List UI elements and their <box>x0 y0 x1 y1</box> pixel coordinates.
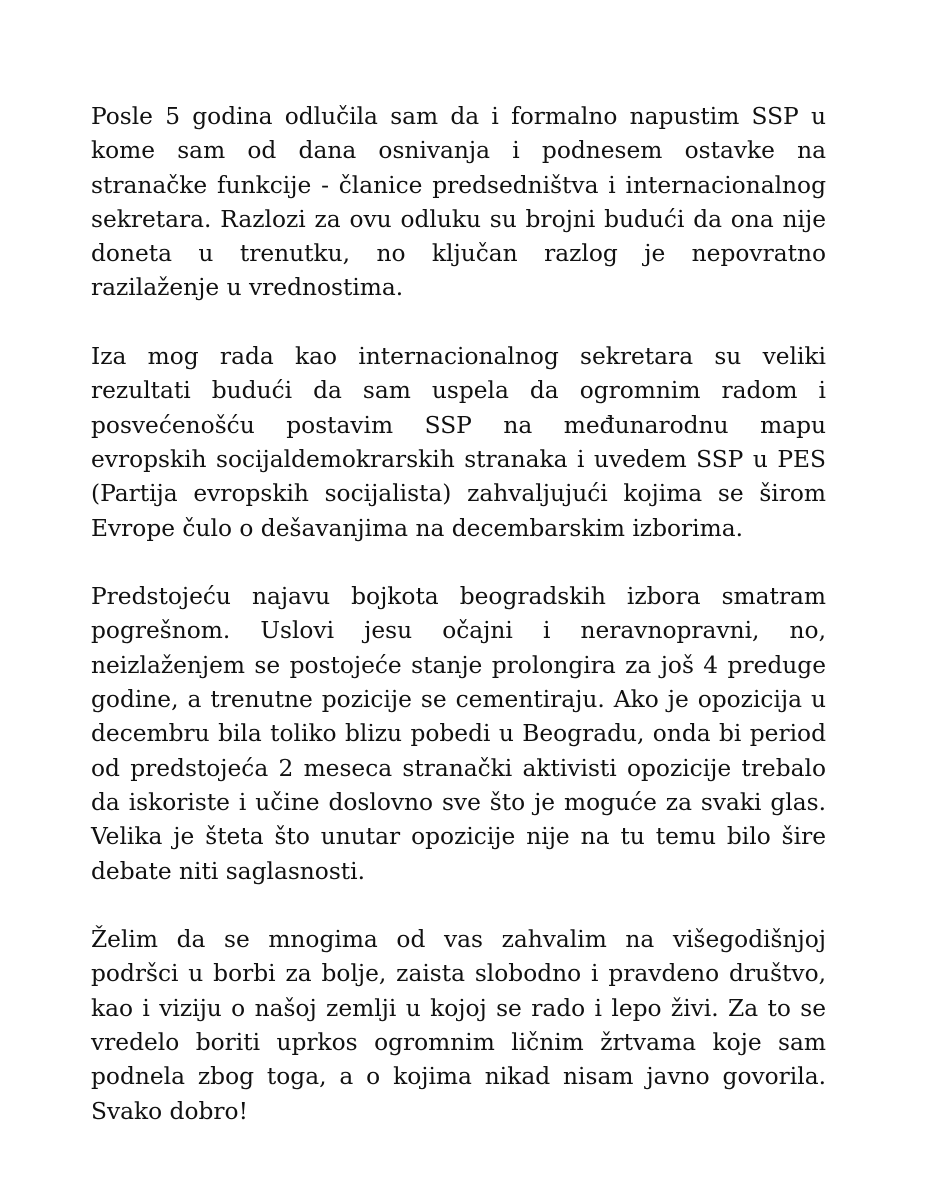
document-body <box>91 100 826 1129</box>
paragraph-international-work: Iza mog rada kao internacionalnog sekretara su veliki rezultati budući da sam uspela da ogromnim radom i posvećenošću postavim SSP na međunarodnu mapu evropskih socijaldemokrarskih stranaka i uvedem SSP u PES (Partija evropskih socijalista) zahvaljujući kojima se širom Evrope čulo o dešavanjima na decembarskim izborima. <box>91 343 826 542</box>
paragraph-boycott-opinion: Predstojeću najavu bojkota beogradskih izbora smatram pogrešnom. Uslovi jesu očajni i neravnopravni, no, neizlaženjem se postojeće stanje prolongira za još 4 preduge godine, a trenutne pozicije se cementiraju. Ako je opozicija u decembru bila toliko blizu pobedi u Beogradu, onda bi period od predstojeća 2 meseca stranački aktivisti opozicije trebalo da iskoriste i učine doslovno sve što je moguće za svaki glas. Velika je šteta što unutar opozicije nije na tu temu bilo šire debate niti saglasnosti. <box>91 583 826 885</box>
paragraph-thanks: Želim da se mnogima od vas zahvalim na višegodišnjoj podršci u borbi za bolje, zaista slobodno i pravdeno društvo, kao i viziju o našoj zemlji u kojoj se rado i lepo živi. Za to se vredelo boriti uprkos ogromnim ličnim žrtvama koje sam podnela zbog toga, a o kojima nikad nisam javno govorila. Svako dobro! <box>91 926 826 1125</box>
paragraph-resignation: Posle 5 godina odlučila sam da i formalno napustim SSP u kome sam od dana osnivanja i podnesem ostavke na stranačke funkcije - članice predsedništva i internacionalnog sekretara. Razlozi za ovu odluku su brojni budući da ona nije doneta u trenutku, no ključan razlog je nepovratno razilaženje u vrednostima. <box>91 103 826 302</box>
